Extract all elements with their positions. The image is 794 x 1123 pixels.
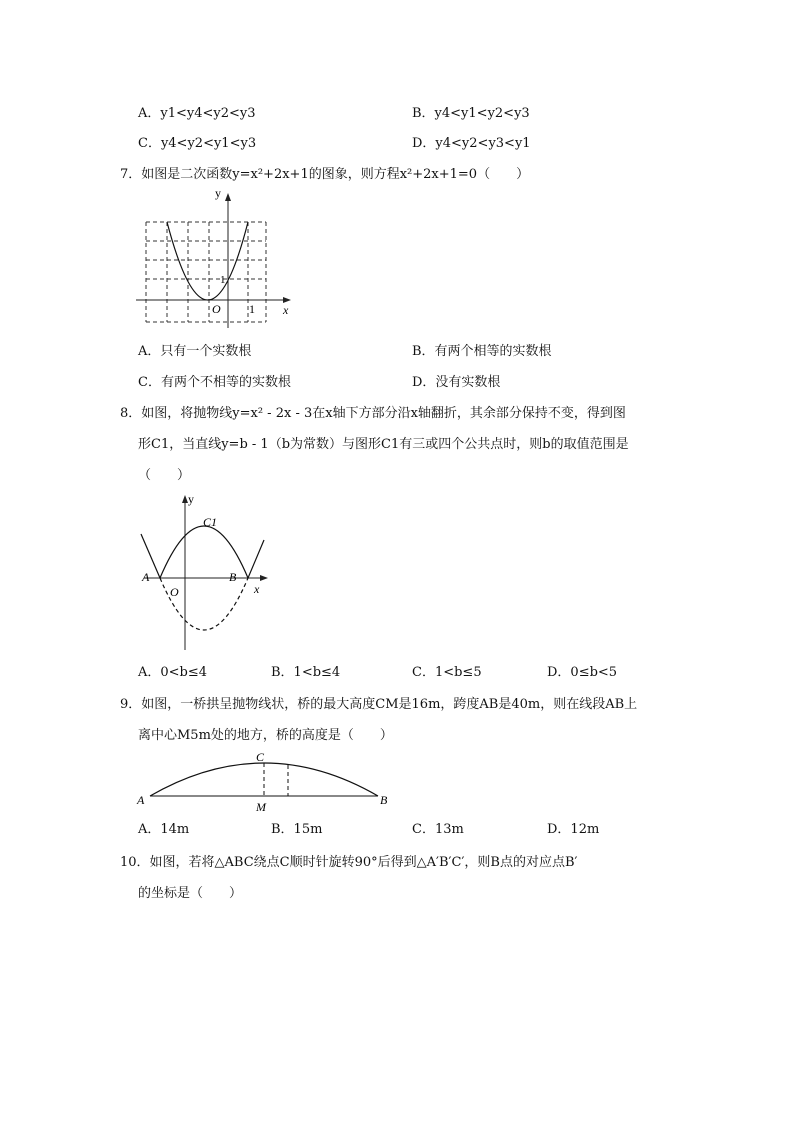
q8-stem-line2: 形C1，当直线y=b - 1（b为常数）与图形C1有三或四个公共点时，则b的取值范围是 <box>138 437 629 452</box>
q8-stem-line1: 8．如图，将抛物线y=x² - 2x - 3在x轴下方部分沿x轴翻折，其余部分保持不变，得到图 <box>120 406 626 421</box>
q6-option-c: C．y4<y2<y1<y3 <box>138 136 257 151</box>
q8-option-b: B．1<b≤4 <box>271 665 341 680</box>
q8-stem-line3: （ ） <box>138 468 191 483</box>
q7-option-d: D．没有实数根 <box>412 375 501 390</box>
q7-option-b: B．有两个相等的实数根 <box>412 344 552 359</box>
q7-option-a: A．只有一个实数根 <box>138 344 252 359</box>
q7-option-c: C．有两个不相等的实数根 <box>138 375 291 390</box>
q8-x-arrow <box>260 575 268 581</box>
q8-option-d: D．0≤b<5 <box>547 665 618 680</box>
q8-option-c: C．1<b≤5 <box>412 665 482 680</box>
q6-option-a: A．y1<y4<y2<y3 <box>138 106 256 121</box>
q8-label-c1: C1 <box>203 515 218 529</box>
q8-label-x: x <box>254 582 260 596</box>
q9-label-c: C <box>256 750 265 764</box>
q8-parabola-figure <box>132 492 282 654</box>
q7-label-x: x <box>283 303 289 317</box>
q9-stem-line1: 9．如图，一桥拱呈抛物线状，桥的最大高度CM是16m，跨度AB是40m，则在线段AB上 <box>120 697 638 712</box>
q7-parabola-curve <box>167 222 248 300</box>
q9-option-d: D．12m <box>547 822 600 837</box>
q10-stem-line1: 10．如图，若将△ABC绕点C顺时针旋转90°后得到△A′B′C′，则B点的对应点B′ <box>120 855 578 870</box>
q7-y-arrow <box>225 193 231 201</box>
q9-option-a: A．14m <box>138 822 190 837</box>
q8-label-y: y <box>188 492 194 506</box>
q9-bridge-figure <box>136 748 396 814</box>
q8-option-a: A．0<b≤4 <box>138 665 208 680</box>
q6-option-d: D．y4<y2<y3<y1 <box>412 136 531 151</box>
q9-option-c: C．13m <box>412 822 464 837</box>
q7-label-x-one: 1 <box>249 302 255 316</box>
q8-right-branch <box>248 540 264 578</box>
q7-stem: 7．如图是二次函数y=x²+2x+1的图象，则方程x²+2x+1=0（ ） <box>120 167 530 182</box>
q9-label-a: A <box>137 793 145 807</box>
q8-label-a: A <box>142 570 150 584</box>
q7-label-origin: O <box>212 302 221 316</box>
q7-parabola-figure <box>136 188 296 328</box>
q9-label-m: M <box>256 800 266 814</box>
q7-label-y: y <box>215 188 221 200</box>
q7-grid <box>146 222 266 322</box>
q9-option-b: B．15m <box>271 822 323 837</box>
q7-label-y-one: 1 <box>220 274 226 286</box>
q9-label-b: B <box>380 793 388 807</box>
q6-option-b: B．y4<y1<y2<y3 <box>412 106 530 121</box>
q10-stem-line2: 的坐标是（ ） <box>138 886 243 901</box>
q8-label-b: B <box>229 570 237 584</box>
q9-stem-line2: 离中心M5m处的地方，桥的高度是（ ） <box>138 728 393 743</box>
q8-label-origin: O <box>170 585 179 599</box>
